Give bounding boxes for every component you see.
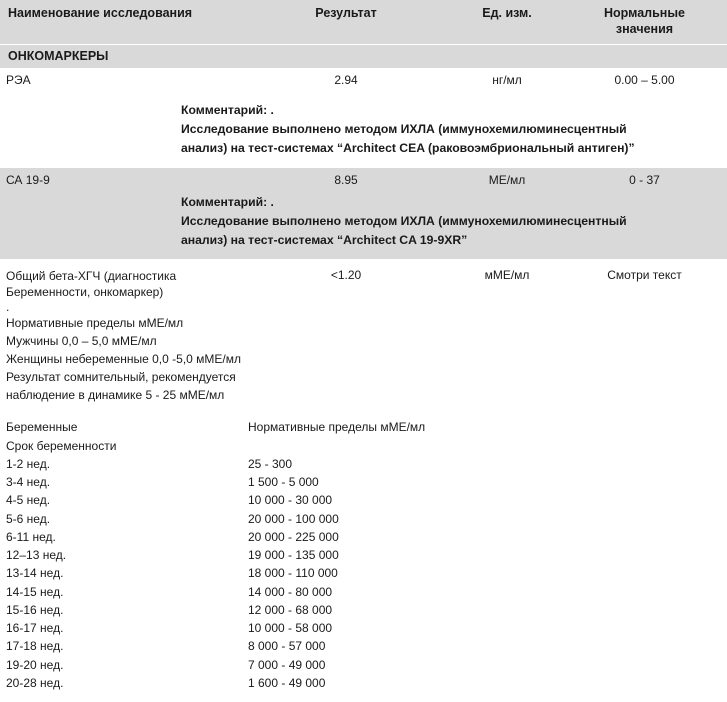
analyte-comment <box>0 91 727 168</box>
analyte-name: РЭА <box>6 73 31 88</box>
analyte-norm: Смотри текст <box>607 267 682 282</box>
pregnancy-term-label-row <box>0 437 727 455</box>
pregnancy-row <box>0 491 727 509</box>
pregnancy-week: 3-4 нед. <box>6 475 51 490</box>
pregnancy-row <box>0 510 727 528</box>
analyte-result: <1.20 <box>330 267 362 282</box>
table-row-group-shaded <box>0 168 727 259</box>
pregnancy-week: 13-14 нед. <box>6 566 64 581</box>
analyte-result: 2.94 <box>334 73 358 88</box>
analyte-unit: мМЕ/мл <box>484 267 530 282</box>
pregnancy-row <box>0 473 727 491</box>
pregnancy-range: 1 500 - 5 000 <box>248 475 319 490</box>
column-header-norm-line1: Нормальные <box>604 6 685 20</box>
column-header-norm-line2: значения <box>615 21 674 36</box>
pregnancy-week: 12–13 нед. <box>6 548 67 563</box>
pregnancy-week: 20-28 нед. <box>6 675 64 690</box>
pregnancy-range: 8 000 - 57 000 <box>248 639 326 654</box>
section-title-oncomarkers: ОНКОМАРКЕРЫ <box>0 44 727 68</box>
analyte-unit: МЕ/мл <box>488 172 526 187</box>
pregnancy-term-label: Срок беременности <box>6 438 117 453</box>
pregnancy-row <box>0 637 727 655</box>
pregnancy-range: 10 000 - 58 000 <box>248 621 333 636</box>
pregnancy-range: 20 000 - 225 000 <box>248 529 339 544</box>
pregnancy-row <box>0 528 727 546</box>
table-header-row <box>0 0 727 44</box>
pregnancy-week: 6-11 нед. <box>6 529 56 544</box>
table-row <box>0 259 727 300</box>
pregnancy-header-left: Беременные <box>6 420 78 435</box>
pregnancy-range: 20 000 - 100 000 <box>248 511 339 526</box>
analyte-name-line2: Беременности, онкомаркер) <box>6 284 164 299</box>
pregnancy-range: 19 000 - 135 000 <box>248 548 339 563</box>
pregnancy-week: 19-20 нед. <box>6 657 64 672</box>
column-header-name: Наименование исследования <box>8 6 193 20</box>
pregnancy-row <box>0 656 727 674</box>
hcg-text-line: Нормативные пределы мМЕ/мл <box>6 316 184 331</box>
pregnancy-range: 1 600 - 49 000 <box>248 675 326 690</box>
hcg-text-line: Мужчины 0,0 – 5,0 мМЕ/мл <box>6 334 157 349</box>
pregnancy-week: 17-18 нед. <box>6 639 64 654</box>
pregnancy-range: 18 000 - 110 000 <box>248 566 338 581</box>
pregnancy-range: 10 000 - 30 000 <box>248 493 333 508</box>
pregnancy-row <box>0 601 727 619</box>
pregnancy-range: 14 000 - 80 000 <box>248 584 333 599</box>
pregnancy-row <box>0 674 727 692</box>
comment-line: анализ) на тест-системах “Architect CEA (раковоэмбриональный антиген)” <box>181 141 635 156</box>
comment-line: анализ) на тест-системах “Architect CA 19-9XR” <box>181 232 468 247</box>
pregnancy-row <box>0 619 727 637</box>
hcg-text-line: Женщины небеременные 0,0 -5,0 мМЕ/мл <box>6 352 241 367</box>
hcg-text-line: Результат сомнительный, рекомендуется <box>6 370 236 385</box>
analyte-norm: 0 - 37 <box>629 172 660 187</box>
analyte-name-line1: Общий бета-ХГЧ (диагностика <box>6 268 177 283</box>
comment-line: Исследование выполнено методом ИХЛА (иммунохемилюминесцентный <box>181 122 627 137</box>
pregnancy-range: 12 000 - 68 000 <box>248 602 333 617</box>
pregnancy-header-right: Нормативные пределы мМЕ/мл <box>248 420 426 435</box>
pregnancy-week: 5-6 нед. <box>6 511 51 526</box>
analyte-name: СА 19-9 <box>6 172 50 187</box>
column-header-unit: Ед. изм. <box>482 6 532 20</box>
comment-label: Комментарий: . <box>181 194 274 209</box>
pregnancy-reference-table <box>0 418 727 692</box>
comment-line: Исследование выполнено методом ИХЛА (иммунохемилюминесцентный <box>181 213 627 228</box>
pregnancy-week: 1-2 нед. <box>6 456 51 471</box>
spacer <box>0 404 727 418</box>
hcg-reference-text <box>0 300 727 404</box>
column-header-norm <box>570 6 727 37</box>
pregnancy-row <box>0 455 727 473</box>
column-header-result: Результат <box>315 6 377 20</box>
analyte-norm: 0.00 – 5.00 <box>614 73 675 88</box>
pregnancy-header-row <box>0 418 727 436</box>
pregnancy-week: 14-15 нед. <box>6 584 64 599</box>
pregnancy-week: 15-16 нед. <box>6 602 64 617</box>
pregnancy-row <box>0 583 727 601</box>
analyte-name <box>0 268 248 300</box>
analyte-unit: нг/мл <box>492 73 522 88</box>
pregnancy-week: 4-5 нед. <box>6 493 51 508</box>
pregnancy-range: 25 - 300 <box>248 456 293 471</box>
comment-label: Комментарий: . <box>181 103 274 118</box>
table-row <box>0 168 727 191</box>
pregnancy-range: 7 000 - 49 000 <box>248 657 326 672</box>
pregnancy-row <box>0 546 727 564</box>
analyte-comment <box>0 191 727 259</box>
pregnancy-week: 16-17 нед. <box>6 621 64 636</box>
table-row <box>0 68 727 91</box>
pregnancy-row <box>0 564 727 582</box>
hcg-text-line: наблюдение в динамике 5 - 25 мМЕ/мл <box>6 388 225 403</box>
analyte-result: 8.95 <box>334 172 358 187</box>
hcg-text-dot: . <box>6 300 10 315</box>
